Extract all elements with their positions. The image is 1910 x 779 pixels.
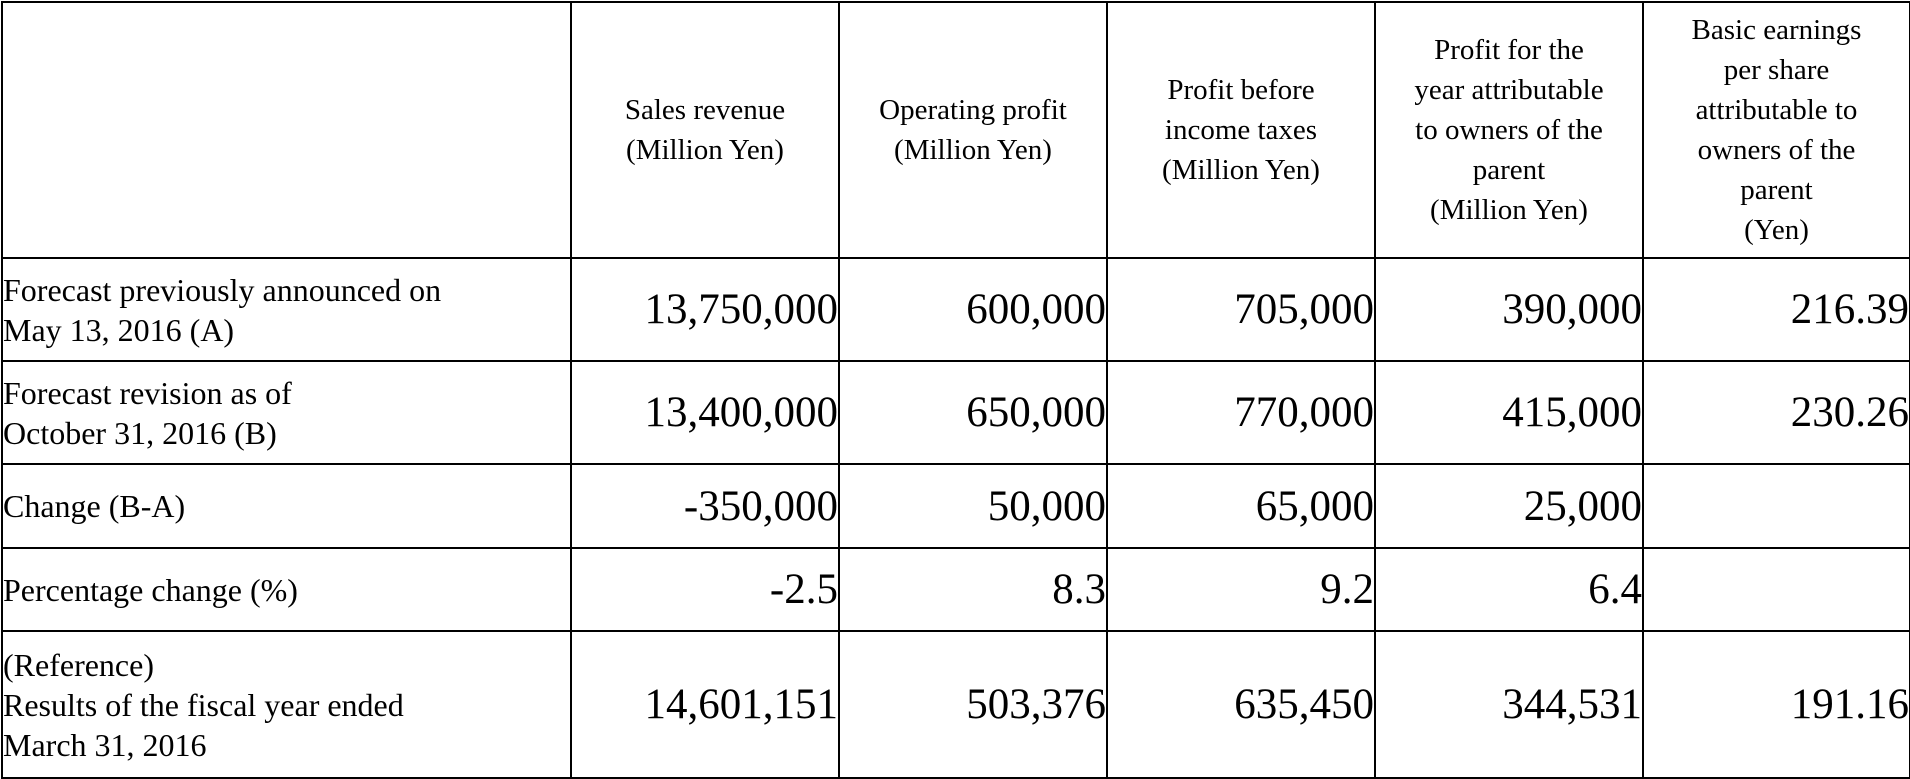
row-label: Forecast revision as of October 31, 2016 (B) (2, 361, 571, 464)
table-row-forecast-revision (2, 361, 1910, 464)
table-row-previous-forecast (2, 258, 1910, 361)
cell-profit-attributable-to-owners: 344,531 (1375, 631, 1643, 778)
cell-profit-attributable-to-owners: 415,000 (1375, 361, 1643, 464)
cell-operating-profit: 600,000 (839, 258, 1107, 361)
cell-operating-profit: 50,000 (839, 464, 1107, 548)
cell-profit-attributable-to-owners: 25,000 (1375, 464, 1643, 548)
cell-basic-earnings-per-share: 230.26 (1643, 361, 1910, 464)
earnings-forecast-table (1, 1, 1910, 779)
table-row-percentage-change (2, 548, 1910, 631)
cell-profit-attributable-to-owners: 390,000 (1375, 258, 1643, 361)
row-label: Forecast previously announced on May 13, 2016 (A) (2, 258, 571, 361)
header-row (2, 2, 1910, 258)
cell-profit-before-income-taxes: 65,000 (1107, 464, 1375, 548)
cell-sales-revenue: 13,400,000 (571, 361, 839, 464)
column-header-sales-revenue: Sales revenue (Million Yen) (571, 2, 839, 258)
column-header-profit-before-income-taxes: Profit before income taxes (Million Yen) (1107, 2, 1375, 258)
column-header-operating-profit: Operating profit (Million Yen) (839, 2, 1107, 258)
row-label: (Reference) Results of the fiscal year ended March 31, 2016 (2, 631, 571, 778)
cell-sales-revenue: -350,000 (571, 464, 839, 548)
cell-profit-before-income-taxes: 770,000 (1107, 361, 1375, 464)
cell-basic-earnings-per-share (1643, 548, 1910, 631)
cell-profit-before-income-taxes: 705,000 (1107, 258, 1375, 361)
row-label: Change (B-A) (2, 464, 571, 548)
column-header-profit-attributable-to-owners: Profit for the year attributable to owners of the parent (Million Yen) (1375, 2, 1643, 258)
cell-sales-revenue: 14,601,151 (571, 631, 839, 778)
cell-profit-before-income-taxes: 9.2 (1107, 548, 1375, 631)
column-header-basic-earnings-per-share: Basic earnings per share attributable to owners of the parent (Yen) (1643, 2, 1910, 258)
cell-sales-revenue: -2.5 (571, 548, 839, 631)
table-row-reference-results (2, 631, 1910, 778)
cell-operating-profit: 8.3 (839, 548, 1107, 631)
header-corner-cell (2, 2, 571, 258)
row-label: Percentage change (%) (2, 548, 571, 631)
cell-basic-earnings-per-share: 216.39 (1643, 258, 1910, 361)
cell-basic-earnings-per-share: 191.16 (1643, 631, 1910, 778)
table-row-change (2, 464, 1910, 548)
cell-operating-profit: 503,376 (839, 631, 1107, 778)
cell-profit-attributable-to-owners: 6.4 (1375, 548, 1643, 631)
cell-sales-revenue: 13,750,000 (571, 258, 839, 361)
cell-profit-before-income-taxes: 635,450 (1107, 631, 1375, 778)
cell-operating-profit: 650,000 (839, 361, 1107, 464)
cell-basic-earnings-per-share (1643, 464, 1910, 548)
